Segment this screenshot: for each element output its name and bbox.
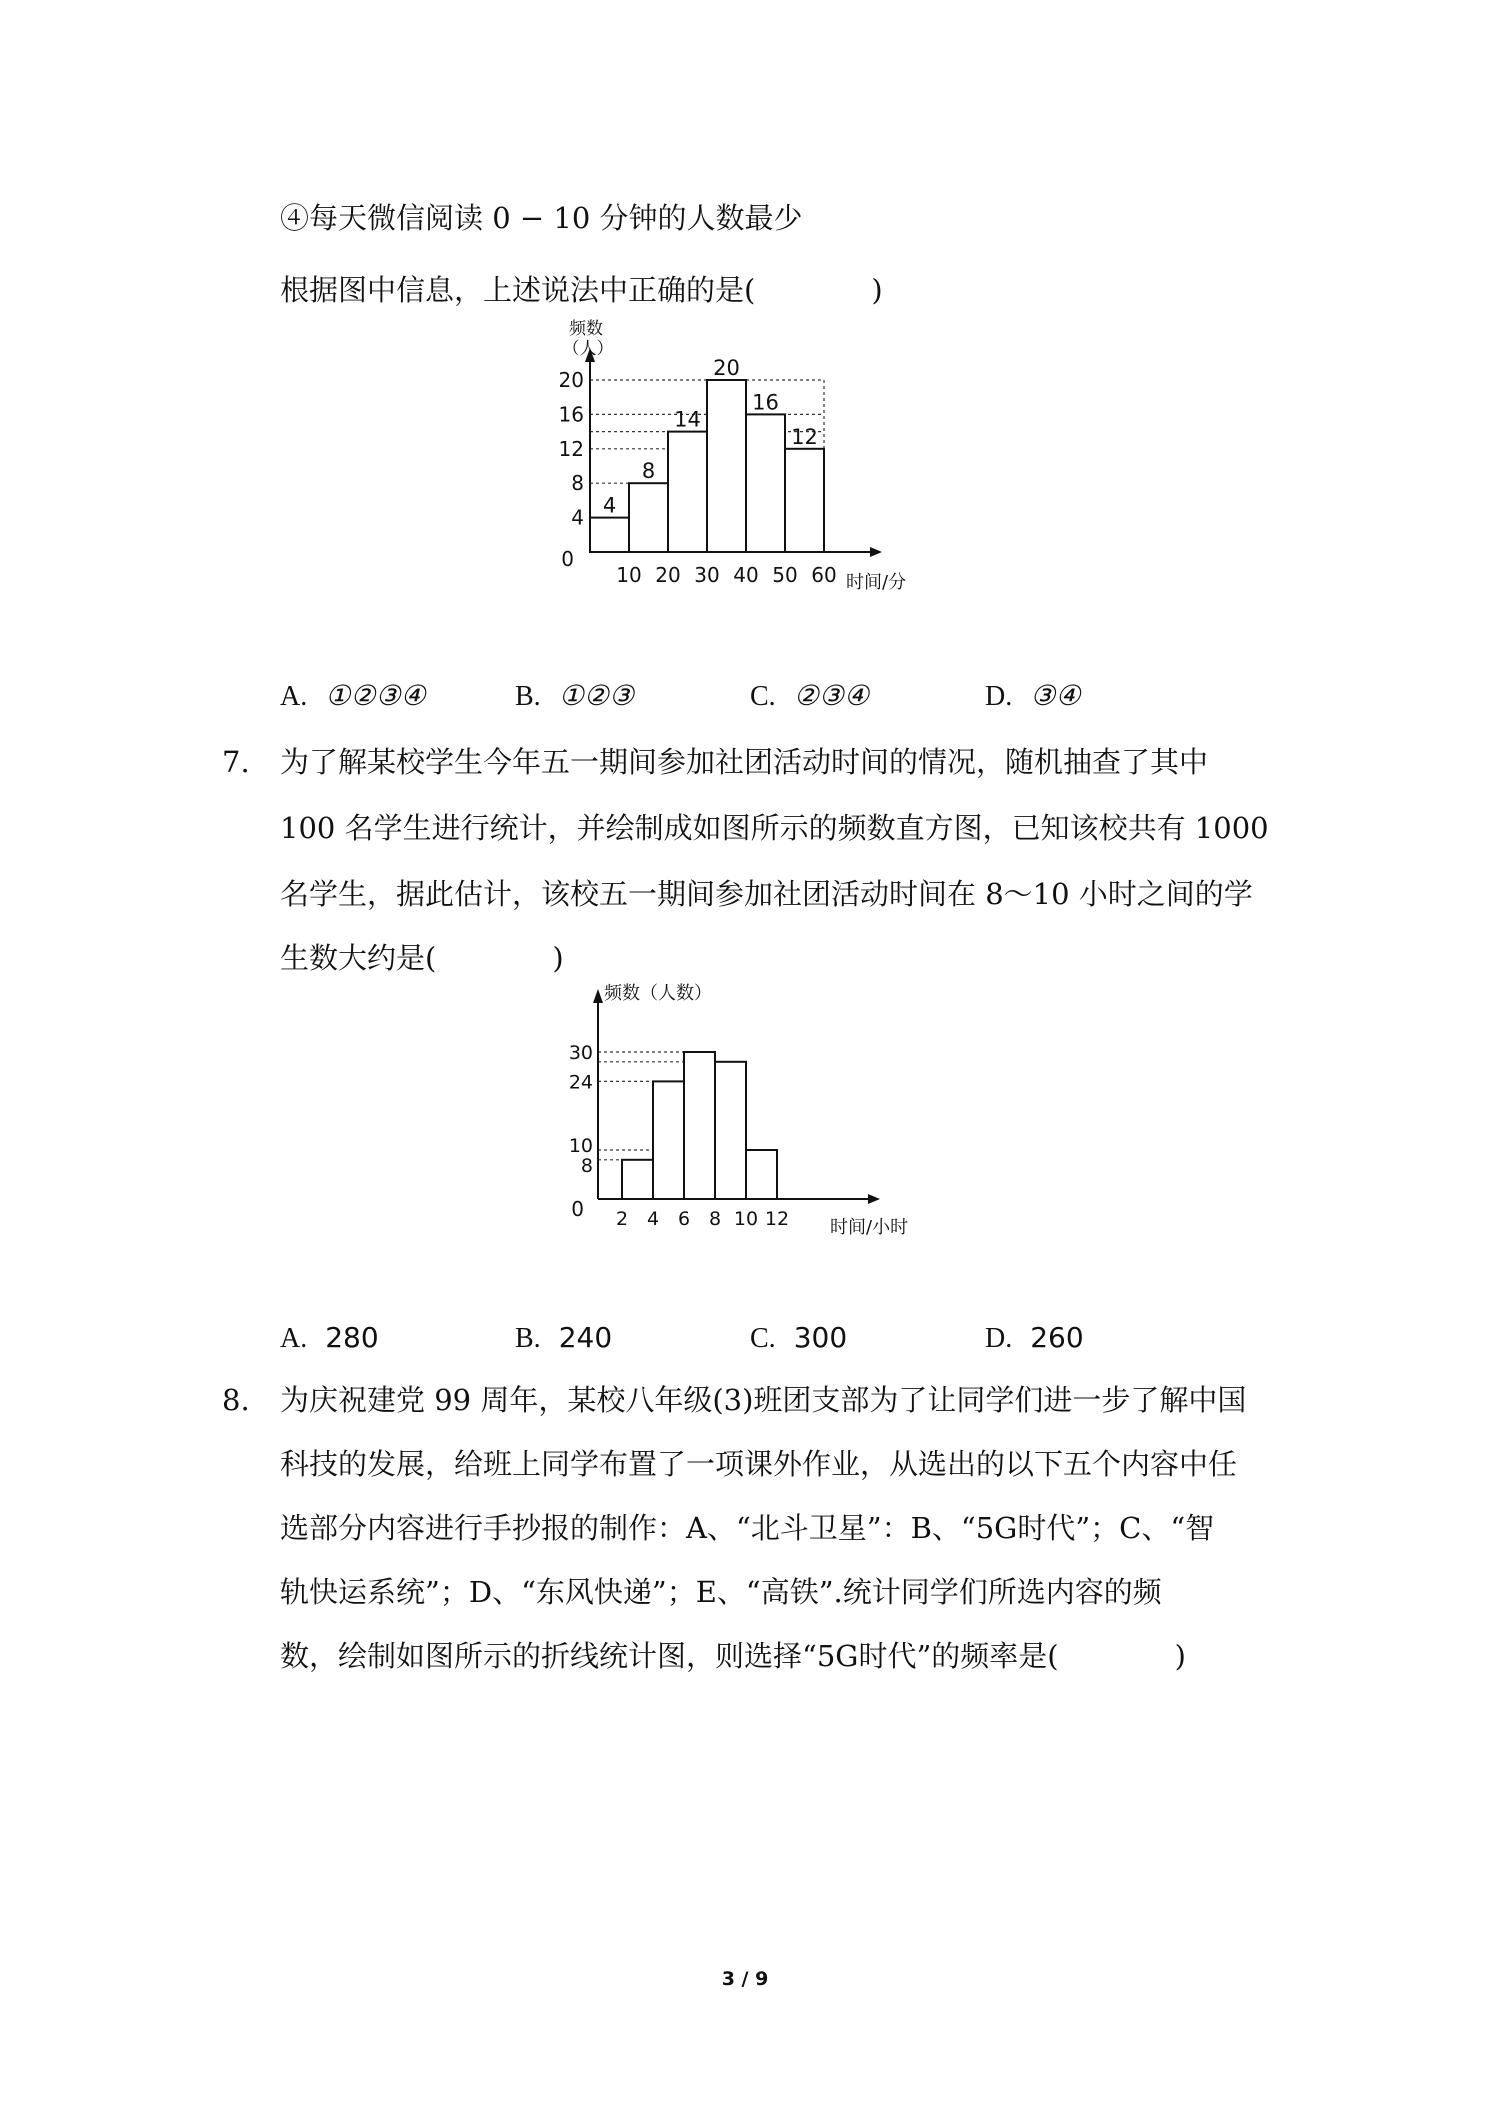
chart-1-bar (629, 483, 668, 552)
q6-option-b-text: ①②③ (558, 679, 634, 712)
chart-2-y-axis-label: 频数（人数） (604, 983, 712, 1004)
chart-2-bar (622, 1160, 653, 1199)
q6-option-c-text: ②③④ (793, 679, 869, 712)
chart-1-y-tick-label: 12 (558, 436, 584, 461)
chart-1-data-label: 4 (602, 493, 617, 518)
chart-1-bar (707, 380, 746, 552)
q7-option-a-letter: A. (280, 1323, 308, 1354)
q8-line-5: 数，绘制如图所示的折线统计图，则选择“5G时代”的频率是( ) (280, 1639, 1186, 1673)
q8-number: 8. (222, 1383, 250, 1417)
chart-2-y-axis-arrow (593, 989, 603, 1003)
chart-2-x-tick-label: 8 (708, 1208, 722, 1230)
q7-option-c-text: 300 (793, 1321, 848, 1354)
q6-option-c-letter: C. (750, 681, 776, 712)
q8-line-4: 轨快运系统”；D、“东风快递”；E、“高铁”.统计同学们所选内容的频 (280, 1575, 1162, 1609)
q7-number: 7. (222, 745, 250, 779)
q7-option-a-text: 280 (325, 1321, 379, 1354)
q6-prompt: 根据图中信息，上述说法中正确的是( ) (280, 273, 883, 307)
chart-1-bar (590, 518, 629, 552)
q7-option-c[interactable] (750, 1318, 847, 1359)
chart-1-x-tick-label: 10 (616, 563, 642, 587)
chart-1-y-axis-label: 频数 (569, 319, 603, 339)
chart-2-y-tick-label: 8 (580, 1154, 593, 1177)
chart-2-bar (653, 1081, 684, 1199)
chart-2-y-tick-label: 24 (568, 1071, 593, 1094)
chart-club-activity-histogram (550, 975, 950, 1245)
chart-1-bar (785, 449, 824, 552)
chart-1-x-tick-label: 60 (811, 563, 837, 587)
chart-2-x-tick-label: 10 (733, 1208, 759, 1230)
chart-1-x-tick-label: 40 (733, 563, 759, 587)
chart-2-bar (715, 1062, 746, 1199)
q7-line-1: 为了解某校学生今年五一期间参加社团活动时间的情况，随机抽查了其中 (280, 745, 1209, 779)
chart-1-data-label: 20 (713, 356, 740, 380)
chart-2-x-tick-label: 12 (764, 1208, 790, 1230)
q7-option-b-text: 240 (558, 1321, 613, 1354)
chart-2-bar (746, 1150, 777, 1199)
chart-2-origin-label: 0 (571, 1197, 584, 1221)
q7-option-a[interactable] (280, 1318, 379, 1359)
q6-option-b[interactable] (515, 676, 634, 717)
chart-1-bar (668, 432, 707, 552)
q7-option-d-letter: D. (985, 1323, 1013, 1354)
chart-1-y-tick-label: 16 (558, 402, 584, 427)
q7-option-b[interactable] (515, 1318, 612, 1359)
chart-1-data-label: 8 (641, 459, 656, 484)
q8-line-1: 为庆祝建党 99 周年，某校八年级(3)班团支部为了让同学们进一步了解中国 (280, 1383, 1247, 1417)
chart-1-x-axis-label: 时间/分 (846, 572, 907, 593)
chart-1-group (559, 319, 907, 593)
chart-1-bar (746, 414, 785, 552)
q8-line-2: 科技的发展，给班上同学布置了一项课外作业，从选出的以下五个内容中任 (280, 1447, 1238, 1481)
chart-1-x-tick-label: 30 (694, 563, 720, 587)
chart-reading-time-histogram (540, 318, 940, 603)
chart-2-x-axis-arrow (868, 1194, 880, 1204)
chart-1-x-tick-label: 20 (655, 563, 681, 587)
chart-1-origin-label: 0 (561, 547, 574, 571)
q6-option-c[interactable] (750, 676, 869, 717)
chart-1-y-tick-label: 8 (571, 471, 584, 496)
chart-1-data-label: 16 (752, 390, 779, 415)
q7-line-2: 100 名学生进行统计，并绘制成如图所示的频数直方图，已知该校共有 1000 (280, 811, 1269, 845)
q7-option-b-letter: B. (515, 1323, 541, 1354)
q7-line-3: 名学生，据此估计，该校五一期间参加社团活动时间在 8～10 小时之间的学 (280, 877, 1253, 911)
q6-option-a-letter: A. (280, 681, 308, 712)
chart-1-x-axis-arrow (870, 547, 882, 557)
chart-2-group (569, 983, 908, 1238)
chart-2-x-tick-label: 6 (677, 1208, 691, 1230)
q7-option-c-letter: C. (750, 1323, 776, 1354)
chart-1-y-tick-label: 20 (558, 368, 584, 392)
q6-option-a-text: ①②③④ (325, 679, 426, 712)
page-number: 3 / 9 (721, 1968, 769, 1990)
q6-option-a[interactable] (280, 676, 426, 717)
q7-option-d-text: 260 (1030, 1321, 1084, 1354)
chart-1-data-label: 12 (791, 424, 818, 449)
chart-2-y-tick-label: 10 (568, 1135, 593, 1157)
chart-1-y-tick-label: 4 (571, 505, 584, 530)
chart-2-x-tick-label: 4 (646, 1208, 660, 1230)
q6-option-d-text: ③④ (1030, 679, 1081, 712)
chart-1-y-axis-label-unit: （人） (562, 339, 614, 359)
chart-2-x-tick-label: 2 (615, 1208, 629, 1230)
q6-option-d[interactable] (985, 676, 1080, 717)
q6-statement-4: ④每天微信阅读 0 − 10 分钟的人数最少 (280, 201, 803, 235)
q6-option-b-letter: B. (515, 681, 541, 712)
chart-2-y-tick-label: 30 (568, 1042, 593, 1064)
chart-2-x-axis-label: 时间/小时 (830, 1217, 909, 1238)
q6-option-d-letter: D. (985, 681, 1013, 712)
q7-option-d[interactable] (985, 1318, 1084, 1359)
chart-1-x-tick-label: 50 (772, 563, 798, 587)
chart-2-bar (684, 1052, 715, 1199)
chart-1-data-label: 14 (674, 407, 701, 432)
q7-line-4: 生数大约是( ) (280, 941, 564, 975)
q8-line-3: 选部分内容进行手抄报的制作：A、“北斗卫星”：B、“5G时代”；C、“智 (280, 1511, 1215, 1545)
